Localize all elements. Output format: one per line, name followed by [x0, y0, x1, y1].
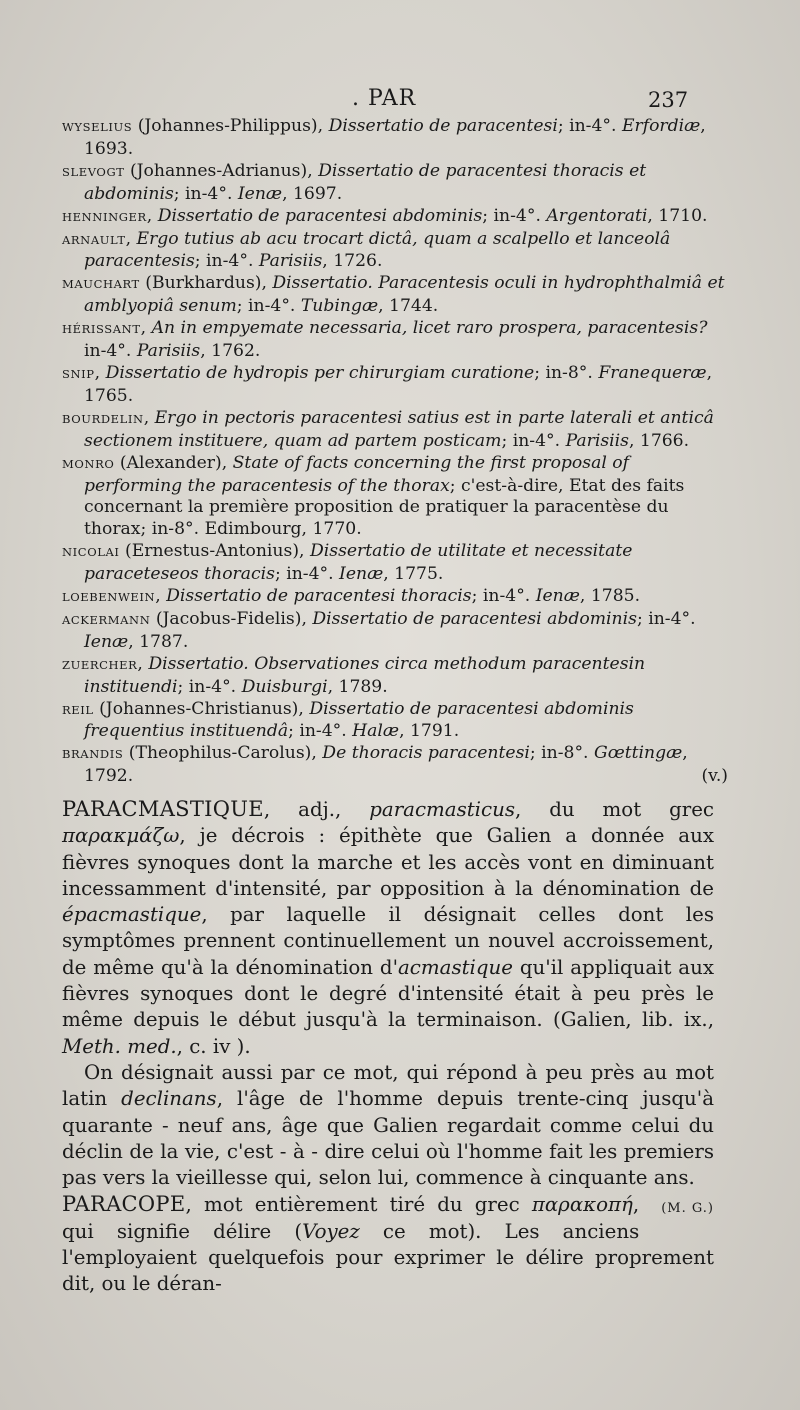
entry-paracmastique: PARACMASTIQUE, adj., paracmasticus, du mot grec παρακμάζω, je décrois : épithète que Galien a donnée aux fièvres synoques dont la marche et les accès vont en diminuant incessamment d'intensité, par opposition à la dénomination de épacmastique, par laquelle il désignait celles dont les symptômes prennent continuellement un nouvel accroissement, de même qu'à la dénomination d'acmastique qu'il appliquait aux fièvres synoques dont le degré d'intensité était à peu près le même depuis le début jusqu'à la terminaison. (Galien, lib. ix., Meth. med., c. iv ).	[62, 797, 714, 1058]
bib-author: SLEVOGT	[62, 164, 125, 179]
bib-title: Dissertatio. Paracentesis oculi in hydrophthalmiâ et amblyopiâ senum	[84, 273, 725, 317]
bib-entry: NICOLAI (Ernestus-Antonius), Dissertatio de utilitate et necessitate paraceteseos thoracis; in-4°. Ienæ, 1775.	[62, 541, 633, 585]
bib-author: HENNINGER	[62, 209, 147, 224]
bib-entry: WYSELIUS (Johannes-Philippus), Dissertatio de paracentesi; in-4°. Erfordiæ, 1693.	[62, 116, 706, 159]
bib-entry: LOEBENWEIN, Dissertatio de paracentesi thoracis; in-4°. Ienæ, 1785.	[62, 586, 641, 607]
bib-author: WYSELIUS	[62, 120, 133, 134]
bib-title: Dissertatio de paracentesi abdominis	[157, 205, 483, 226]
bib-title: De thoracis paracentesi	[322, 743, 530, 764]
bib-title: Dissertatio de paracentesi abdominis	[312, 608, 637, 629]
bib-title: Dissertatio de paracentesi thoracis et abdominis	[84, 160, 647, 204]
bib-title: Dissertatio de utilitate et necessitate paraceteseos thoracis	[84, 541, 633, 585]
entry-paracope: PARACOPE, mot entièrement tiré du grec παρακοπή, qui signifie délire (Voyez ce mot). Les anciens l'employaient quelquefois pour exprimer le délire proprement dit, ou le déran-	[62, 1192, 714, 1296]
running-head: . PAR	[352, 86, 417, 111]
bib-title: State of facts concerning the first proposal of performing the paracentesis of the thorax	[84, 452, 630, 496]
bib-entry: REIL (Johannes-Christianus), Dissertatio de paracentesi abdominis frequentius instituendâ; in-4°. Halæ, 1791.	[62, 698, 634, 742]
bib-entry: HÉRISSANT, An in empyemate necessaria, licet raro prospera, paracentesis? in-4°. Parisiis, 1762.	[62, 318, 708, 362]
bib-entry: SNIP, Dissertatio de hydropis per chirurgiam curatione; in-8°. Franequeræ, 1765.	[62, 362, 713, 406]
page-number: 237	[648, 88, 689, 112]
greek-word: παρακμάζω	[62, 824, 180, 848]
article-body	[62, 796, 714, 1298]
bib-author: HÉRISSANT	[62, 322, 141, 337]
bib-author: ARNAULT	[62, 232, 126, 247]
bib-entry: HENNINGER, Dissertatio de paracentesi abdominis; in-4°. Argentorati, 1710.	[62, 205, 708, 226]
bib-title: Dissertatio de paracentesi abdominis frequentius instituendâ	[84, 698, 634, 742]
bib-author: ZUERCHER	[62, 657, 138, 672]
headword: PARACOPE	[62, 1192, 186, 1217]
bib-author: NICOLAI	[62, 545, 120, 560]
bib-title: Dissertatio de paracentesi	[328, 116, 558, 136]
bib-entry: MAUCHART (Burkhardus), Dissertatio. Paracentesis oculi in hydrophthalmiâ et amblyopiâ senum; in-4°. Tubingæ, 1744.	[62, 273, 725, 317]
bib-title: An in empyemate necessaria, licet raro prospera, paracentesis?	[151, 318, 708, 339]
bib-title: Dissertatio. Observationes circa methodum paracentesin instituendi	[84, 653, 646, 697]
bib-author: BRANDIS	[62, 747, 124, 762]
bib-author: REIL	[62, 702, 94, 717]
bib-title: Dissertatio de hydropis per chirurgiam curatione	[105, 362, 535, 383]
bib-entry: MONRO (Alexander), State of facts concerning the first proposal of performing the paracentesis of the thorax; c'est-à-dire, Etat des faits concernant la première proposition de pratiquer la paracentèse du thorax; in-8°. Edimbourg, 1770.	[62, 452, 685, 540]
bib-title: Dissertatio de paracentesi thoracis	[166, 586, 472, 607]
bib-entry: SLEVOGT (Johannes-Adrianus), Dissertatio de paracentesi thoracis et abdominis; in-4°. Ienæ, 1697.	[62, 160, 647, 204]
bib-entry: ZUERCHER, Dissertatio. Observationes circa methodum paracentesin instituendi; in-4°. Duisburgi, 1789.	[62, 653, 646, 697]
bib-author: ACKERMANN	[62, 612, 151, 627]
entry-signature: (M. G.)	[661, 1201, 714, 1217]
bib-entry: ARNAULT, Ergo tutius ab acu trocart dictâ, quam a scalpello et lanceolâ paracentesis; in-4°. Parisiis, 1726.	[62, 228, 671, 272]
headword: PARACMASTIQUE	[62, 797, 264, 821]
bib-entry: BRANDIS (Theophilus-Carolus), De thoracis paracentesi; in-8°. Gœttingæ, 1792. (v.)	[62, 743, 728, 787]
bib-entry: BOURDELIN, Ergo in pectoris paracentesi satius est in parte laterali et anticâ sectionem instituere, quam ad partem posticam; in-4°. Parisiis, 1766.	[62, 407, 714, 451]
bib-author: LOEBENWEIN	[62, 590, 156, 605]
greek-word: παρακοπή	[531, 1193, 633, 1217]
entry-paragraph: On désignait aussi par ce mot, qui répond à peu près au mot latin declinans, l'âge de l'homme depuis trente-cinq jusqu'à quarante - neuf ans, âge que Galien regardait comme celui du déclin de la vie, c'est - à - dire celui où l'homme fait les premiers pas vers la vieillesse qui, selon lui, commence à cinquante ans. (M. G.)	[62, 1060, 714, 1191]
bib-author: BOURDELIN	[62, 411, 144, 426]
bib-author: MONRO	[62, 456, 115, 471]
bib-signature: (v.)	[701, 766, 728, 787]
bib-title: Ergo tutius ab acu trocart dictâ, quam a scalpello et lanceolâ paracentesis	[84, 228, 671, 272]
page-header	[0, 86, 800, 116]
bibliography	[62, 116, 728, 788]
bib-author: SNIP	[62, 366, 95, 381]
bib-title: Ergo in pectoris paracentesi satius est in parte laterali et anticâ sectionem instituere, quam ad partem posticam	[84, 407, 714, 451]
bib-entry: ACKERMANN (Jacobus-Fidelis), Dissertatio de paracentesi abdominis; in-4°. Ienæ, 1787.	[62, 608, 696, 652]
bib-author: MAUCHART	[62, 277, 140, 292]
